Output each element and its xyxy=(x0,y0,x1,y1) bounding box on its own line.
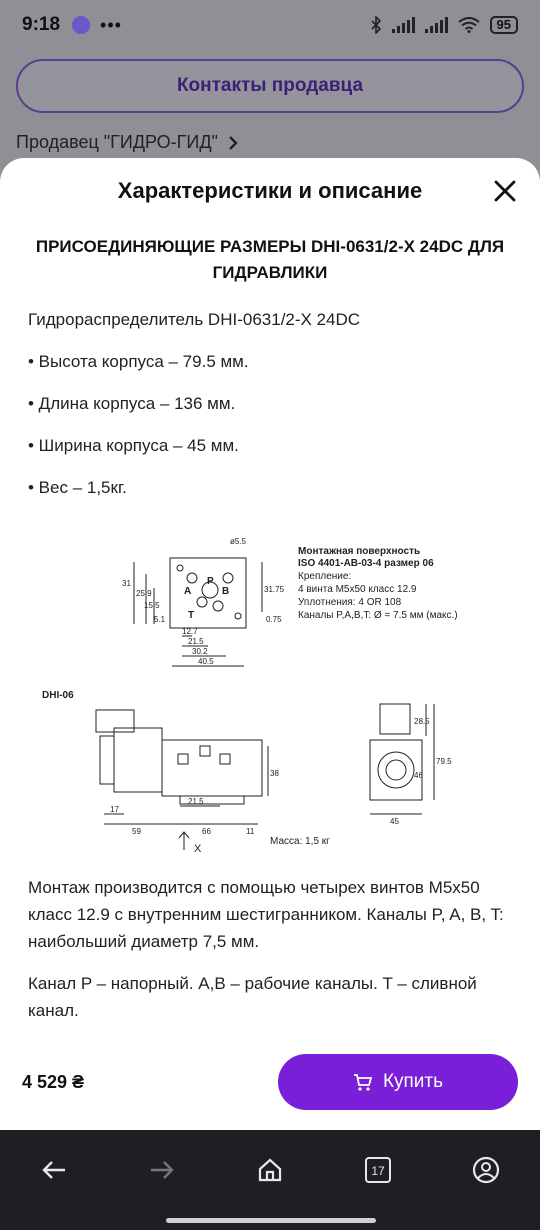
mount-description: Монтаж производится с помощью четырех винтов M5x50 класс 12.9 с внутренним шестигранником. Каналы P, A, B, T: наибольший диаметр 7,5 мм. xyxy=(28,878,504,951)
characteristics-sheet xyxy=(0,158,540,1130)
dim-label: 30.2 xyxy=(192,647,208,656)
browser-nav-bar xyxy=(0,1130,540,1230)
product-price: 4 529 ₴ xyxy=(22,1072,85,1092)
battery-icon: 95 xyxy=(490,16,518,34)
cart-icon xyxy=(353,1073,373,1091)
close-icon[interactable] xyxy=(492,178,518,204)
tabs-button[interactable] xyxy=(358,1150,398,1190)
dim-label: 38 xyxy=(270,769,279,778)
sheet-title: Характеристики и описание xyxy=(117,178,423,203)
status-time: 9:18 xyxy=(22,14,61,35)
buy-button[interactable] xyxy=(278,1054,518,1110)
model-label: DHI-06 xyxy=(42,690,74,701)
spec-weight: • Вес – 1,5кг. xyxy=(28,478,127,497)
chevron-right-icon xyxy=(228,135,238,151)
axis-x-label: X xyxy=(194,843,202,852)
mount-line: 4 винта M5x50 класс 12.9 xyxy=(298,584,417,595)
dim-label: 17 xyxy=(110,805,119,814)
dim-label: 21.5 xyxy=(188,797,204,806)
seller-link[interactable] xyxy=(16,132,238,153)
contacts-seller-button[interactable]: Контакты продавца xyxy=(16,59,524,113)
product-heading: ПРИСОЕДИНЯЮЩИЕ РАЗМЕРЫ DHI-0631/2-X 24DC ДЛЯ ГИДРАВЛИКИ xyxy=(35,237,505,282)
dim-label: 11 xyxy=(246,827,255,836)
mount-line: Каналы P,A,B,T: Ø = 7.5 мм (макс.) xyxy=(298,610,458,621)
arrow-left-icon xyxy=(41,1159,67,1181)
dim-label: ø5.5 xyxy=(230,537,247,546)
mount-line: Уплотнения: 4 OR 108 xyxy=(298,597,402,608)
surface-title: Монтажная поверхность xyxy=(298,546,421,557)
forward-button[interactable] xyxy=(142,1150,182,1190)
product-intro: Гидрораспределитель DHI-0631/2-X 24DC xyxy=(28,310,361,329)
dimension-drawing xyxy=(30,532,510,852)
spec-width: • Ширина корпуса – 45 мм. xyxy=(28,436,239,455)
dim-label: 79.5 xyxy=(436,757,452,766)
viber-icon xyxy=(72,16,90,34)
home-indicator xyxy=(166,1218,376,1223)
buy-button-label: Купить xyxy=(382,1071,444,1092)
dim-label: 40.5 xyxy=(198,657,214,666)
tabs-icon xyxy=(364,1156,392,1184)
seller-label: Продавец "ГИДРО-ГИД" xyxy=(16,132,218,152)
status-bar xyxy=(0,0,540,50)
profile-icon xyxy=(472,1156,500,1184)
tabs-count: 17 xyxy=(371,1164,385,1178)
dim-label: 28.5 xyxy=(414,717,430,726)
home-button[interactable] xyxy=(250,1150,290,1190)
port-label: T xyxy=(188,610,195,621)
spec-length: • Длина корпуса – 136 мм. xyxy=(28,394,236,413)
port-label: A xyxy=(184,586,192,597)
arrow-right-icon xyxy=(149,1159,175,1181)
surface-standard: ISO 4401-AB-03-4 размер 06 xyxy=(298,558,434,569)
dim-label: 46 xyxy=(414,771,423,780)
dim-label: 12.7 xyxy=(182,627,198,636)
dim-label: 45 xyxy=(390,817,399,826)
dim-label: 5.1 xyxy=(154,615,166,624)
dim-label: 66 xyxy=(202,827,211,836)
side-view xyxy=(96,710,268,850)
mass-label: Масса: 1,5 кг xyxy=(270,836,330,847)
dim-label: 59 xyxy=(132,827,141,836)
signal-icon-1 xyxy=(392,17,415,33)
spec-height: • Высота корпуса – 79.5 мм. xyxy=(28,352,249,371)
wifi-icon xyxy=(458,17,480,33)
back-button[interactable] xyxy=(34,1150,74,1190)
bluetooth-icon xyxy=(370,16,382,34)
dim-label: 31.75 xyxy=(264,585,285,594)
dim-label: 25.9 xyxy=(136,589,152,598)
dim-label: 31 xyxy=(122,579,131,588)
mount-line: Крепление: xyxy=(298,571,352,582)
port-label: B xyxy=(222,586,230,597)
channel-description: Канал P – напорный. A,B – рабочие каналы. T – сливной канал. xyxy=(28,974,477,1020)
dim-label: 15.5 xyxy=(144,601,160,610)
port-label: P xyxy=(207,576,214,587)
dim-label: 0.75 xyxy=(266,615,282,624)
signal-icon-2 xyxy=(425,17,448,33)
home-icon xyxy=(257,1158,283,1182)
profile-button[interactable] xyxy=(466,1150,506,1190)
dim-label: 21.5 xyxy=(188,637,204,646)
more-notifications-icon: ••• xyxy=(100,14,122,35)
